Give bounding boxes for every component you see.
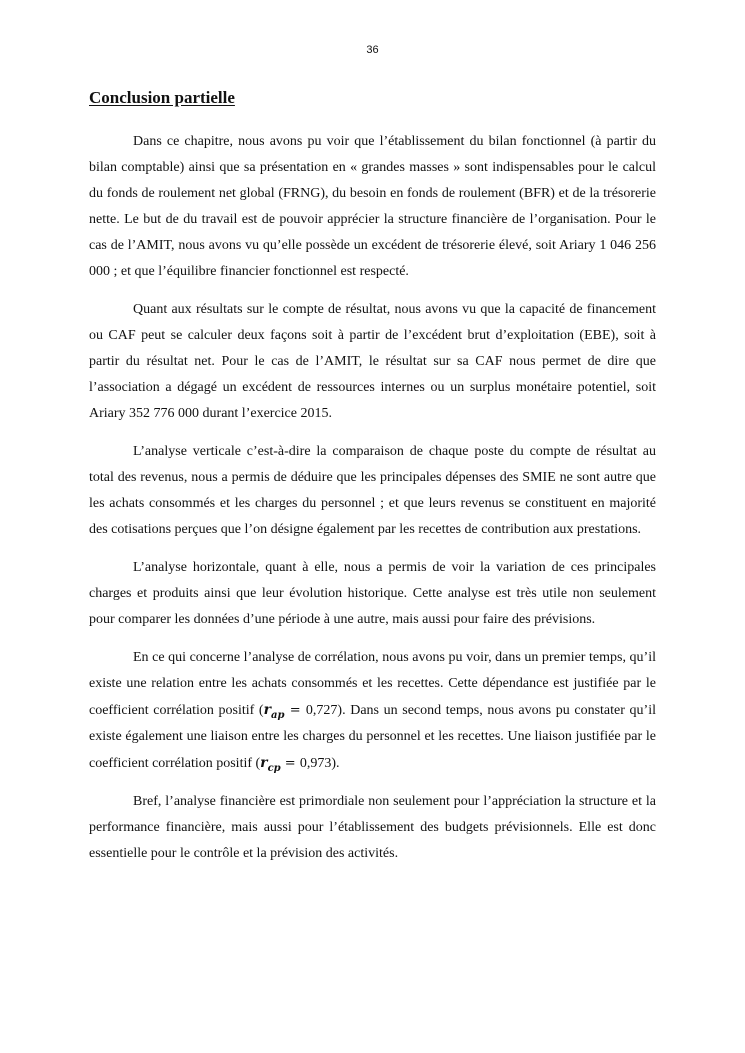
coefficient-rcp-value: 0,973 xyxy=(299,756,332,771)
correlation-text-part2: ). Dans un second temps, nous avons pu constater qu’il existe également une liaison entre les charges du personnel et les recettes. Une liaison justifiée par le coefficient corrélation positif ( xyxy=(89,703,656,771)
coefficient-rcp-symbol: $r_{cp}$ xyxy=(260,755,281,774)
coefficient-rap-equals: = xyxy=(284,703,306,718)
body-text xyxy=(89,129,656,879)
coefficient-rap-symbol: $r_{ap}$ xyxy=(263,702,285,721)
page-number: 36 xyxy=(366,44,379,56)
paragraph-correlation xyxy=(89,645,656,777)
correlation-text-part3: ). xyxy=(331,756,340,771)
coefficient-rcp-equals: = xyxy=(280,756,300,771)
paragraph-bref: Bref, l’analyse financière est primordiale non seulement pour l’appréciation la structure et la performance financière, mais aussi pour l’établissement des budgets prévisionnels. Elle est donc essentielle pour le contrôle et la prévision des activités. xyxy=(89,794,656,861)
coefficient-rap-value: 0,727 xyxy=(305,703,338,718)
correlation-text-part1: En ce qui concerne l’analyse de corrélation, nous avons pu voir, dans un premier temps, qu’il existe une relation entre les achats consommés et les recettes. Cette dépendance est justifiée par le coefficient corrélation positif ( xyxy=(89,650,656,718)
paragraph-analyse-verticale: L’analyse verticale c’est-à-dire la comparaison de chaque poste du compte de résultat au total des revenus, nous a permis de déduire que les principales dépenses des SMIE ne sont autre que les achats consommés et les charges du personnel ; et que leurs revenus se constituent en majorité des cotisations perçues que l’on désigne également par les recettes de contribution aux prestations. xyxy=(89,444,656,537)
paragraph-analyse-horizontale: L’analyse horizontale, quant à elle, nous a permis de voir la variation de ces principales charges et produits ainsi que leur évolution historique. Cette analyse est très utile non seulement pour comparer les données d’une période à une autre, mais aussi pour faire des prévisions. xyxy=(89,560,656,627)
paragraph-bilan-fonctionnel: Dans ce chapitre, nous avons pu voir que l’établissement du bilan fonctionnel (à partir du bilan comptable) ainsi que sa présentation en « grandes masses » sont indispensables pour le calcul du fonds de roulement net global (FRNG), du besoin en fonds de roulement (BFR) et de la trésorerie nette. Le but de du travail est de pouvoir apprécier la structure financière de l’organisation. Pour le cas de l’AMIT, nous avons vu qu’elle possède un excédent de trésorerie élevé, soit Ariary 1 046 256 000 ; et que l’équilibre financier fonctionnel est respecté. xyxy=(89,134,656,279)
section-heading: Conclusion partielle xyxy=(89,88,235,107)
paragraph-caf: Quant aux résultats sur le compte de résultat, nous avons vu que la capacité de financement ou CAF peut se calculer deux façons soit à partir de l’excédent brut d’exploitation (EBE), soit à partir du résultat net. Pour le cas de l’AMIT, le résultat sur sa CAF nous permet de dire que l’association a dégagé un excédent de ressources internes ou un surplus monétaire potentiel, soit Ariary 352 776 000 durant l’exercice 2015. xyxy=(89,302,656,421)
